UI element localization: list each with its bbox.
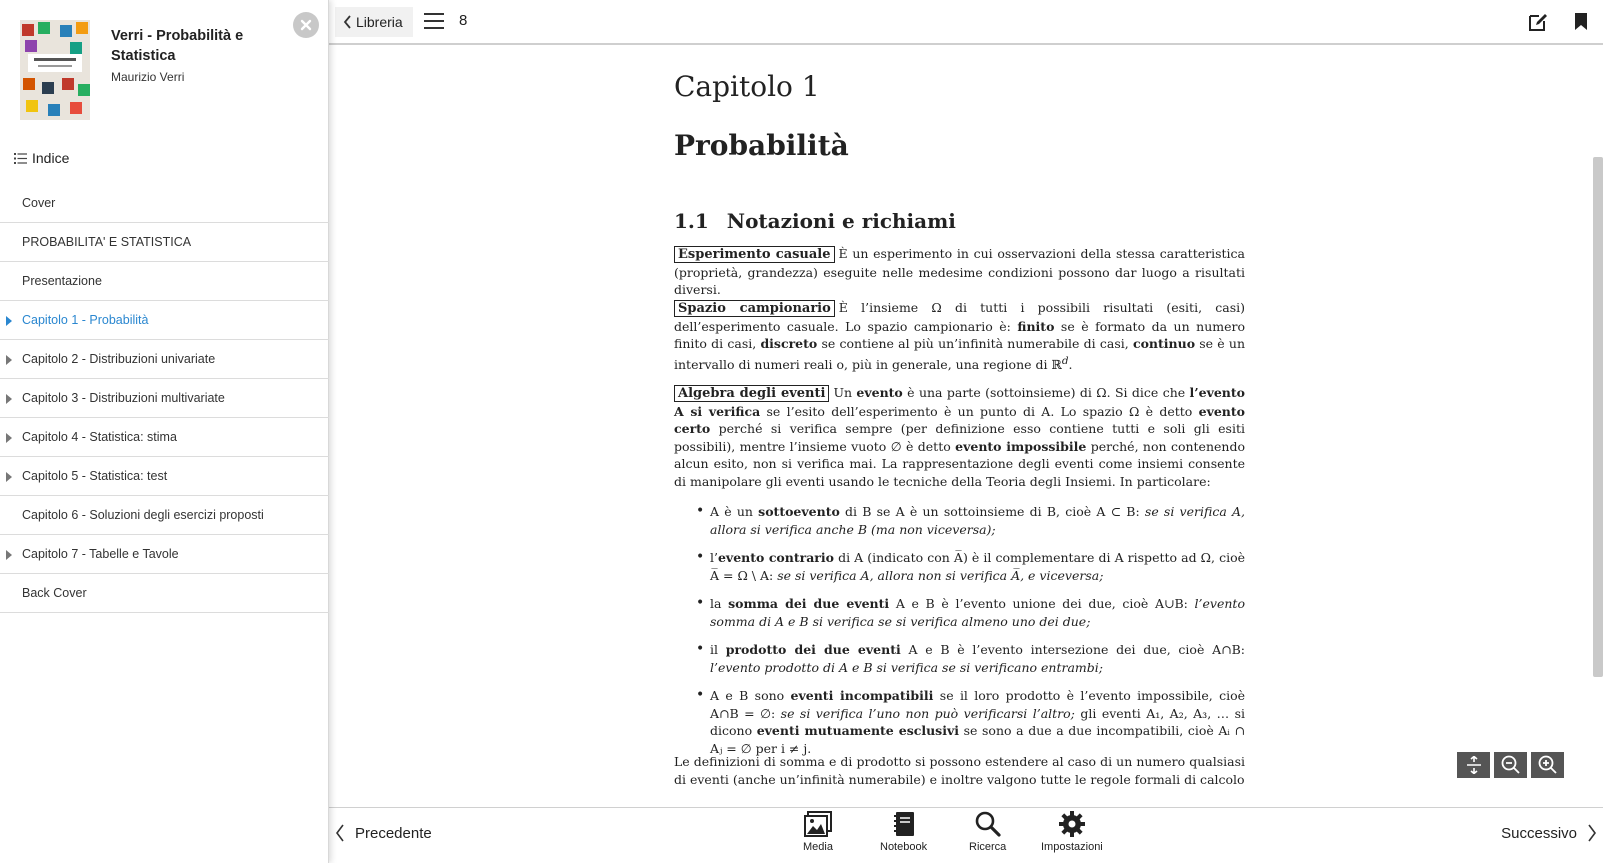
paragraph-text: se è formato da un numero finito di casi, xyxy=(674,318,1245,351)
bold-term: evento contrario xyxy=(717,550,834,565)
notebook-button[interactable] xyxy=(880,811,927,853)
bottom-toolbar xyxy=(329,807,1603,863)
zoom-in-button[interactable] xyxy=(1531,752,1564,778)
bold-term: evento impossibile xyxy=(955,438,1087,454)
bold-term: evento certo xyxy=(674,403,1246,436)
paragraph-text: perché, non contenendo alcun esito, non si verifica mai. La rappresentazione degli eventi come insiemi consente di manipolare gli eventi usando le tecniche della Teoria degli Insiemi. In particolare: xyxy=(674,438,1245,489)
bullet-sottoevento xyxy=(710,503,1245,538)
bold-term: continuo xyxy=(1132,336,1196,351)
bullet-evento-contrario xyxy=(710,549,1245,584)
paragraph-text: È l’insieme Ω di tutti i possibili risultati (esiti, casi) dell’esperimento casuale. Lo spazio campionario è: xyxy=(674,300,1245,334)
previous-page-button[interactable] xyxy=(335,824,432,842)
paragraph-definizioni: Le definizioni di somma e di prodotto si possono estendere al caso di un numero qualsiasi di eventi (anche un’infinità numerabile) e inoltre valgono tutte le regole formali di calcolo xyxy=(674,754,1245,787)
paragraph-esperimento-casuale xyxy=(674,245,1245,299)
toc-item-label: PROBABILITA' E STATISTICA xyxy=(22,235,192,249)
toc-item-title-page[interactable] xyxy=(0,223,329,262)
term-box: Algebra degli eventi xyxy=(674,385,829,402)
chapter-label: Capitolo 1 xyxy=(674,70,820,103)
zoom-in-icon xyxy=(1538,755,1558,775)
italic-text: se si verifica A, allora non si verifica A̅, e viceversa; xyxy=(777,567,1104,583)
toc-list xyxy=(0,184,329,613)
library-back-button[interactable] xyxy=(335,7,413,37)
expand-caret-icon[interactable] xyxy=(6,316,12,326)
paragraph-text: Un xyxy=(833,385,857,400)
expand-caret-icon[interactable] xyxy=(6,394,12,404)
search-label: Ricerca xyxy=(969,841,1007,853)
search-button[interactable] xyxy=(969,811,1006,853)
toc-item-label: Capitolo 2 - Distribuzioni univariate xyxy=(22,352,216,366)
term-box: Esperimento casuale xyxy=(674,246,835,263)
bookmark-button[interactable] xyxy=(1574,12,1588,36)
media-label: Media xyxy=(803,841,833,853)
chevron-left-icon xyxy=(335,824,345,842)
toc-item-capitolo-7[interactable] xyxy=(0,535,329,574)
paragraph-text: È un esperimento in cui osservazioni della stessa caratteristica (proprietà, grandezza) eseguite nelle medesime condizioni possono dar luogo a risultati diversi. xyxy=(674,246,1245,297)
bullet-prodotto-eventi xyxy=(710,641,1245,676)
bullet-text: di B se A è un sottoinsieme di B, cioè A ⊂ B: xyxy=(839,504,1145,519)
next-label: Successivo xyxy=(1501,824,1577,842)
bullet-eventi-incompatibili xyxy=(710,687,1245,757)
toc-item-label: Capitolo 3 - Distribuzioni multivariate xyxy=(22,391,225,405)
bullet-text: A e B è l’evento unione dei due, cioè A∪B: xyxy=(889,596,1195,611)
next-page-button[interactable] xyxy=(1501,824,1597,842)
gear-icon xyxy=(1059,811,1085,837)
page-number: 8 xyxy=(459,12,468,29)
toc-item-presentazione[interactable] xyxy=(0,262,329,301)
bold-term: evento xyxy=(856,385,903,400)
library-back-label: Libreria xyxy=(356,14,403,30)
book-title: Verri - Probabilità e Statistica xyxy=(111,28,244,64)
toc-item-label: Capitolo 7 - Tabelle e Tavole xyxy=(22,547,179,561)
bullet-somma-eventi xyxy=(710,595,1245,630)
toc-item-capitolo-2[interactable] xyxy=(0,340,329,379)
italic-text: l’evento prodotto di A e B si verifica se si verificano entrambi; xyxy=(710,659,1103,675)
bullet-text: la xyxy=(710,596,729,611)
bold-term: somma dei due eventi xyxy=(728,596,890,611)
toc-item-label: Presentazione xyxy=(22,274,102,288)
italic-text: se si verifica A, allora si verifica anche B (ma non viceversa); xyxy=(710,504,1245,537)
bold-term: discreto xyxy=(760,336,818,351)
toc-item-label: Capitolo 5 - Statistica: test xyxy=(22,469,168,483)
book-cover-thumbnail[interactable] xyxy=(20,20,90,120)
bold-term: eventi mutuamente esclusivi xyxy=(756,723,959,738)
hamburger-menu-icon xyxy=(424,13,444,29)
toc-header-label: Indice xyxy=(32,150,70,166)
media-button[interactable] xyxy=(803,811,833,853)
superscript: d xyxy=(1061,354,1069,367)
bold-term: finito xyxy=(1017,318,1055,334)
expand-caret-icon[interactable] xyxy=(6,355,12,365)
page-scrollbar[interactable] xyxy=(1593,157,1603,677)
toc-item-capitolo-1[interactable] xyxy=(0,301,329,340)
toc-toggle-button[interactable] xyxy=(424,13,444,34)
bold-term: eventi incompatibili xyxy=(790,688,934,703)
bookmark-icon xyxy=(1574,12,1588,31)
toc-item-cover[interactable] xyxy=(0,184,329,223)
expand-caret-icon[interactable] xyxy=(6,433,12,443)
bullet-text: gli eventi A₁, A₂, A₃, … si dicono xyxy=(710,705,1246,738)
top-toolbar xyxy=(329,0,1603,45)
toc-item-label: Back Cover xyxy=(22,586,87,600)
paragraph-text: è una parte (sottoinsieme) di Ω. Si dice che xyxy=(902,385,1190,400)
bold-term: prodotto dei due eventi xyxy=(725,642,901,657)
chapter-title: Probabilità xyxy=(674,129,849,162)
expand-caret-icon[interactable] xyxy=(6,472,12,482)
annotate-button[interactable] xyxy=(1527,11,1549,38)
paragraph-algebra-eventi xyxy=(674,384,1245,490)
toc-sidebar xyxy=(0,0,329,863)
toc-item-capitolo-4[interactable] xyxy=(0,418,329,457)
paragraph-text: se contiene al più un’infinità numerabile di casi, xyxy=(817,336,1133,351)
bold-term: sottoevento xyxy=(758,504,840,519)
close-sidebar-button[interactable] xyxy=(293,12,319,38)
zoom-controls xyxy=(1457,752,1564,778)
image-icon xyxy=(804,811,832,837)
bullet-text: l’ xyxy=(710,550,718,565)
paragraph-spazio-campionario xyxy=(674,299,1245,373)
toc-item-label: Cover xyxy=(22,196,56,210)
italic-text: se si verifica l’uno non può verificarsi l’altro; xyxy=(780,705,1075,721)
search-icon xyxy=(975,811,1001,837)
toc-item-label: Capitolo 6 - Soluzioni degli esercizi proposti xyxy=(22,508,264,522)
paragraph-text: se è un intervallo di numeri reali o, più in generale, una regione di ℝ xyxy=(674,336,1245,372)
zoom-out-button[interactable] xyxy=(1494,752,1527,778)
edit-note-icon xyxy=(1527,11,1549,33)
paragraph-text: . xyxy=(1068,356,1073,372)
bullet-text: il xyxy=(710,642,726,657)
list-icon xyxy=(14,153,27,164)
toc-item-back-cover[interactable] xyxy=(0,574,329,613)
book-author: Maurizio Verri xyxy=(111,70,185,84)
section-number: 1.1 xyxy=(674,209,709,233)
notebook-icon xyxy=(893,811,915,837)
zoom-out-icon xyxy=(1501,755,1521,775)
bold-term: l’evento A si verifica xyxy=(674,385,1245,419)
term-box: Spazio campionario xyxy=(674,300,835,317)
chevron-right-icon xyxy=(1587,824,1597,842)
bullet-text: A e B è l’evento intersezione dei due, cioè A∩B: xyxy=(900,642,1245,657)
fit-page-button[interactable] xyxy=(1457,752,1490,778)
toc-header xyxy=(14,150,69,166)
expand-caret-icon[interactable] xyxy=(6,550,12,560)
toc-item-capitolo-6[interactable] xyxy=(0,496,329,535)
section-title xyxy=(674,209,956,233)
bullet-text: se sono a due a due incompatibili, cioè Aᵢ ∩ Aⱼ = ∅ per i ≠ j. xyxy=(710,723,1245,756)
chevron-left-icon xyxy=(343,15,352,29)
settings-label: Impostazioni xyxy=(1041,841,1103,853)
toc-item-capitolo-5[interactable] xyxy=(0,457,329,496)
book-header xyxy=(0,0,328,140)
paragraph-text: se l’esito dell’esperimento è un punto di A. Lo spazio Ω è detto xyxy=(760,403,1199,419)
paragraph-text: perché si verifica sempre (per definizione esso contiene tutti e soli gli esiti possibili), mentre l’insieme vuoto ∅ è detto xyxy=(674,421,1245,454)
italic-text: l’evento somma di A e B si verifica se si verifica almeno uno dei due; xyxy=(710,596,1245,629)
toc-item-label: Capitolo 4 - Statistica: stima xyxy=(22,430,177,444)
section-title-text: Notazioni e richiami xyxy=(726,209,956,233)
book-page-viewport[interactable] xyxy=(329,47,1603,807)
fit-height-icon xyxy=(1466,756,1482,774)
notebook-label: Notebook xyxy=(880,841,928,853)
close-icon xyxy=(300,19,312,31)
bullet-text: se il loro prodotto è l’evento impossibile, cioè A∩B = ∅: xyxy=(710,688,1245,721)
bullet-text: A e B sono xyxy=(710,688,791,703)
bullet-text: A è un xyxy=(710,504,759,519)
previous-label: Precedente xyxy=(355,824,432,842)
settings-button[interactable] xyxy=(1041,811,1103,853)
toc-item-capitolo-3[interactable] xyxy=(0,379,329,418)
toc-item-label: Capitolo 1 - Probabilità xyxy=(22,313,149,327)
bullet-text: di A (indicato con A̅) è il complementare di A rispetto ad Ω, cioè A̅ = Ω \ A: xyxy=(710,550,1245,583)
